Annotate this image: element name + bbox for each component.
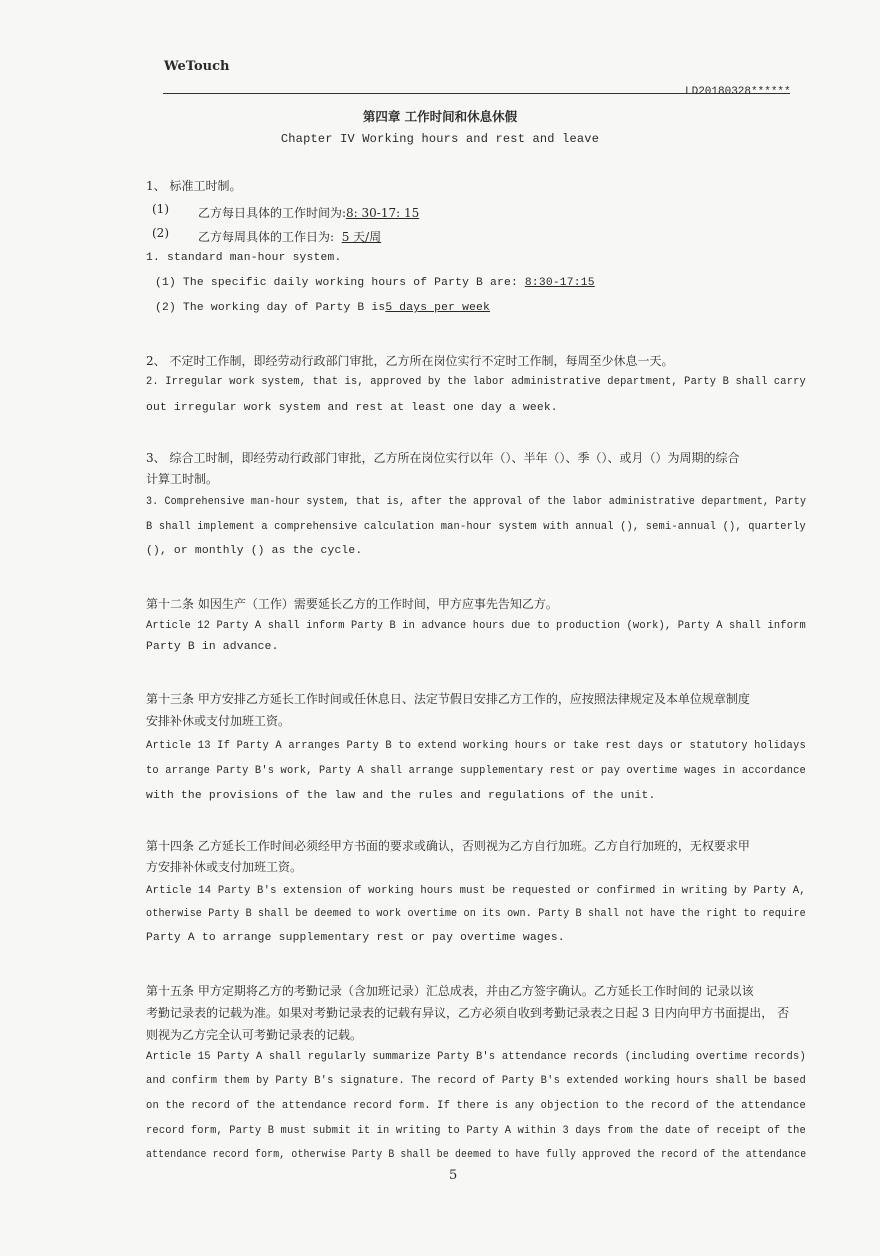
s2-cn: 2、 不定时工作制，即经劳动行政部门审批，乙方所在岗位实行不定时工作制，每周至少休息一天。	[146, 354, 674, 368]
a13-cn-line1: 第十三条 甲方安排乙方延长工作时间或任休息日、法定节假日安排乙方工作的，应按照法律规定及本单位规章制度	[146, 692, 750, 706]
chapter-title-en: Chapter IV Working hours and rest and leave	[280, 132, 600, 146]
s1-cn-item1-text: 乙方每日具体的工作时间为:	[198, 206, 347, 220]
s3-cn-line2: 计算工时制。	[146, 472, 219, 486]
page-number: 5	[449, 1168, 458, 1183]
s1-cn-item1-value: 8: 30-17: 15	[346, 206, 420, 220]
a13-en-line3: with the provisions of the law and the rules and regulations of the unit.	[146, 790, 656, 802]
a15-en-line5: attendance record form, otherwise Party B shall be deemed to have fully approved the record of the attendance	[146, 1149, 807, 1161]
s1-en-item1-value: 8:30-17:15	[524, 277, 595, 289]
s3-en-line2: B shall implement a comprehensive calculation man-hour system with annual (), semi-annual (), quarterly	[146, 521, 806, 533]
s1-cn-item2	[198, 228, 381, 245]
s1-cn-item1	[198, 204, 419, 221]
s1-cn-heading: 1、 标准工时制。	[146, 179, 242, 193]
s1-en-heading: 1. standard man-hour system.	[146, 252, 342, 264]
s1-en-item2-value: 5 days per week	[385, 302, 491, 314]
a14-en-line3: Party A to arrange supplementary rest or pay overtime wages.	[146, 932, 565, 944]
document-number: LD20180328******	[685, 86, 791, 98]
a12-en-line2: Party B in advance.	[146, 641, 279, 653]
company-brand: WeTouch	[164, 59, 230, 74]
s1-cn-item1-num: (1)	[152, 202, 169, 216]
s1-cn-item2-num: (2)	[152, 226, 169, 240]
a14-cn-line1: 第十四条 乙方延长工作时间必须经甲方书面的要求或确认，否则视为乙方自行加班。乙方自行加班的，无权要求甲	[146, 839, 750, 853]
a15-en-line4: record form, Party B must submit it in writing to Party A within 3 days from the date of receipt of the	[146, 1125, 806, 1137]
a13-en-line2: to arrange Party B's work, Party A shall arrange supplementary rest or pay overtime wages in accordance	[146, 765, 806, 777]
a14-cn-line2: 方安排补休或支付加班工资。	[146, 860, 303, 874]
s1-en-item2	[155, 302, 490, 314]
s2-en-line2: out irregular work system and rest at least one day a week.	[146, 402, 558, 414]
a12-cn: 第十二条 如因生产（工作）需要延长乙方的工作时间，甲方应事先告知乙方。	[146, 597, 558, 611]
chapter-title-cn: 第四章 工作时间和休息休假	[362, 109, 518, 124]
header-rule	[163, 93, 790, 94]
s3-cn-line1: 3、 综合工时制，即经劳动行政部门审批，乙方所在岗位实行以年（）、半年（）、季（）、或月（）为周期的综合	[146, 451, 740, 465]
a15-en-line2: and confirm them by Party B's signature. The record of Party B's extended working hours shall be based	[146, 1075, 806, 1087]
s1-cn-item2-value: 5 天/周	[341, 230, 382, 244]
s3-en-line1: 3. Comprehensive man-hour system, that is, after the approval of the labor administrative department, Party	[146, 496, 807, 508]
a14-en-line2: otherwise Party B shall be deemed to work overtime on its own. Party B shall not have the right to require	[146, 908, 806, 920]
s1-cn-item2-text: 乙方每周具体的工作日为:	[198, 230, 335, 244]
a12-en-line1: Article 12 Party A shall inform Party B in advance hours due to production (work), Party A shall inform	[146, 620, 806, 632]
s1-en-item2-text: (2) The working day of Party B is	[155, 302, 386, 314]
a14-en-line1: Article 14 Party B's extension of working hours must be requested or confirmed in writing by Party A,	[146, 885, 806, 897]
s1-en-item1	[155, 277, 595, 289]
s2-en-line1: 2. Irregular work system, that is, approved by the labor administrative department, Party B shall carry	[146, 376, 806, 388]
a15-cn-line3: 则视为乙方完全认可考勤记录表的记载。	[146, 1028, 363, 1042]
s3-en-line3: (), or monthly () as the cycle.	[146, 545, 363, 557]
a15-en-line3: on the record of the attendance record form. If there is any objection to the record of the attendance	[146, 1100, 806, 1112]
a15-cn-line2: 考勤记录表的记载为准。如果对考勤记录表的记载有异议，乙方必须自收到考勤记录表之日起 3 日内向甲方书面提出， 否	[146, 1006, 790, 1020]
a15-cn-line1: 第十五条 甲方定期将乙方的考勤记录（含加班记录）汇总成表，并由乙方签字确认。乙方延长工作时间的 记录以该	[146, 984, 754, 998]
a15-en-line1: Article 15 Party A shall regularly summarize Party B's attendance records (including overtime records)	[146, 1051, 806, 1063]
a13-en-line1: Article 13 If Party A arranges Party B to extend working hours or take rest days or statutory holidays	[146, 740, 806, 752]
s1-en-item1-text: (1) The specific daily working hours of Party B are:	[155, 277, 518, 289]
a13-cn-line2: 安排补休或支付加班工资。	[146, 714, 291, 728]
